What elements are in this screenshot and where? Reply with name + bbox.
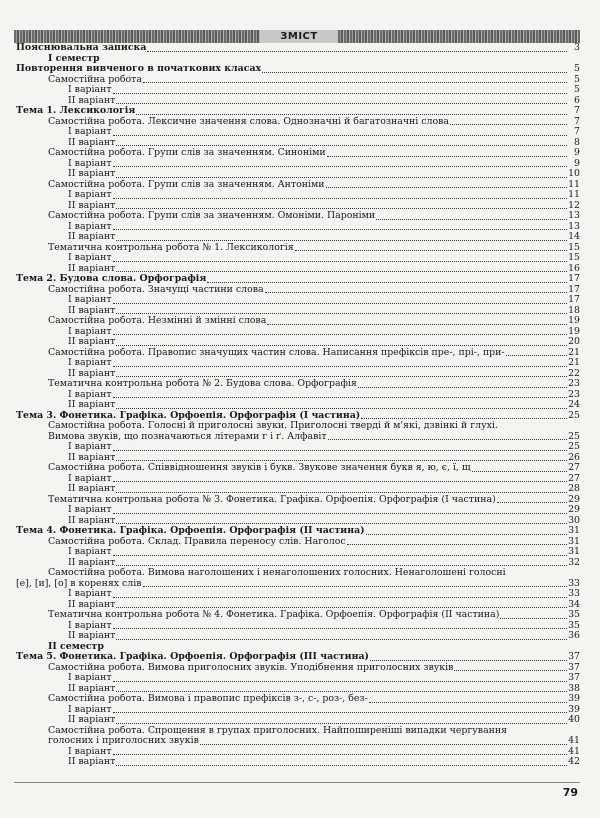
toc-entry-title: голосних і приголосних звуків xyxy=(48,735,199,746)
toc-entry-title: Тема 1. Лексикологія xyxy=(16,105,136,116)
toc-entry-page: 39 xyxy=(568,693,580,704)
toc-entry-page: 31 xyxy=(568,535,580,547)
toc-leader-dots xyxy=(116,312,567,314)
toc-entry-page: 31 xyxy=(568,525,580,536)
toc-entry-page: 37 xyxy=(568,661,580,673)
toc-entry xyxy=(14,85,580,96)
toc-entry-page: 17 xyxy=(568,283,580,295)
toc-leader-dots xyxy=(207,281,567,283)
toc-leader-dots xyxy=(147,50,567,52)
toc-entry-title: Самостійна робота. Групи слів за значенням. Омоніми. Пароніми xyxy=(48,210,376,221)
toc-entry-page: 5 xyxy=(574,84,580,95)
toc-entry-page: 7 xyxy=(574,115,580,127)
toc-entry-title: I семестр xyxy=(48,52,100,64)
toc-entry-page: 28 xyxy=(568,483,580,494)
toc-leader-dots xyxy=(116,764,567,766)
toc-entry xyxy=(14,379,580,390)
toc-leader-dots xyxy=(200,743,567,745)
toc-entry-title: Тематична контрольна робота № 2. Будова слова. Орфографія xyxy=(48,378,357,389)
toc-entry xyxy=(14,757,580,768)
toc-entry-title: II варіант xyxy=(68,598,116,610)
toc-entry-title: Самостійна робота. Вимова приголосних звуків. Уподібнення приголосних звуків xyxy=(48,661,454,673)
toc-entry-page: 35 xyxy=(568,609,580,620)
toc-entry xyxy=(14,631,580,642)
toc-entry xyxy=(14,169,580,180)
toc-entry-title: I варіант xyxy=(68,325,112,337)
toc-entry-page: 35 xyxy=(568,619,580,631)
toc-entry-page: 41 xyxy=(568,745,580,757)
toc-leader-dots xyxy=(116,564,567,566)
toc-leader-dots xyxy=(113,596,567,598)
toc-entry-page: 11 xyxy=(568,178,580,190)
toc-entry-title: Самостійна робота. Лексичне значення слова. Однозначні й багатозначні слова xyxy=(48,115,449,127)
toc-leader-dots xyxy=(116,606,567,608)
toc-entry-page: 31 xyxy=(568,546,580,557)
toc-leader-dots xyxy=(113,396,567,398)
toc-entry-title: Тематична контрольна робота № 1. Лексикологія xyxy=(48,241,294,253)
toc-entry xyxy=(14,127,580,138)
toc-leader-dots xyxy=(143,81,567,83)
toc-leader-dots xyxy=(366,533,567,535)
toc-leader-dots xyxy=(136,113,567,115)
toc-entry-page: 33 xyxy=(568,577,580,589)
toc-entry-title: I варіант xyxy=(68,619,112,631)
toc-leader-dots xyxy=(113,197,567,199)
toc-entry-title: II варіант xyxy=(68,756,116,767)
toc-entry-page: 32 xyxy=(568,556,580,568)
toc-entry xyxy=(14,568,580,579)
toc-entry-title: I варіант xyxy=(68,703,112,715)
toc-entry-page: 7 xyxy=(574,105,580,116)
toc-entry xyxy=(14,274,580,285)
toc-leader-dots xyxy=(265,291,567,293)
toc-entry xyxy=(14,253,580,264)
toc-leader-dots xyxy=(358,386,567,388)
footer-rule xyxy=(14,782,580,783)
toc-entry-page: 29 xyxy=(568,493,580,505)
toc-entry-title: II варіант xyxy=(68,630,116,641)
toc-entry-page: 17 xyxy=(568,294,580,305)
toc-entry-page: 25 xyxy=(568,409,580,421)
toc-entry xyxy=(14,673,580,684)
toc-leader-dots xyxy=(113,512,567,514)
toc-entry xyxy=(14,211,580,222)
toc-entry-title: Тематична контрольна робота № 3. Фонетика. Графіка. Орфоепія. Орфографія (I частина) xyxy=(48,493,496,505)
toc-entry-title: II варіант xyxy=(68,714,116,725)
toc-entry-title: I варіант xyxy=(68,294,112,305)
toc-entry-page: 25 xyxy=(568,430,580,442)
toc-entry-page: 11 xyxy=(568,189,580,200)
toc-entry-page: 40 xyxy=(568,714,580,725)
toc-leader-dots xyxy=(454,669,567,671)
toc-entry-title: I варіант xyxy=(68,357,112,368)
toc-entry-page: 41 xyxy=(568,735,580,746)
toc-entry xyxy=(14,400,580,411)
toc-leader-dots xyxy=(113,228,567,230)
toc-entry-title: Тематична контрольна робота № 4. Фонетика. Графіка. Орфоепія. Орфографія (II частина) xyxy=(48,609,500,620)
toc-entry xyxy=(14,526,580,537)
toc-entry-title: I варіант xyxy=(68,504,112,515)
toc-entry-title: I варіант xyxy=(68,220,112,232)
toc-entry-title: Тема 2. Будова слова. Орфографія xyxy=(16,273,207,284)
toc-leader-dots xyxy=(497,501,567,503)
toc-leader-dots xyxy=(113,480,567,482)
toc-entry xyxy=(14,547,580,558)
toc-leader-dots xyxy=(327,155,567,157)
toc-entry-title: I варіант xyxy=(68,126,112,137)
toc-entry-title: II варіант xyxy=(68,514,116,526)
toc-entry-page: 3 xyxy=(574,42,580,53)
toc-entry-title: Самостійна робота. Співвідношення звуків і букв. Звукове значення букв я, ю, є, ї, щ xyxy=(48,462,471,473)
toc-entry-title: II варіант xyxy=(68,136,116,148)
toc-entry xyxy=(14,421,580,432)
toc-leader-dots xyxy=(113,333,567,335)
toc-entry-page: 34 xyxy=(568,598,580,610)
toc-entry-page: 5 xyxy=(574,63,580,74)
toc-entry xyxy=(14,652,580,663)
toc-leader-dots xyxy=(116,207,567,209)
toc-leader-dots xyxy=(113,134,567,136)
toc-entry-title: II варіант xyxy=(68,367,116,379)
toc-entry xyxy=(14,232,580,243)
toc-entry-page: 23 xyxy=(568,388,580,400)
toc-leader-dots xyxy=(116,270,567,272)
toc-entry-page: 33 xyxy=(568,588,580,599)
toc-entry-title: Самостійна робота. Правопис значущих частин слова. Написання префіксів пре-, прі-, при- xyxy=(48,346,505,358)
toc-entry-title: II варіант xyxy=(68,556,116,568)
toc-entry-page: 14 xyxy=(568,231,580,242)
toc-entry-page: 26 xyxy=(568,451,580,463)
toc-entry xyxy=(14,715,580,726)
toc-entry-title: I варіант xyxy=(68,84,112,95)
toc-entry xyxy=(14,442,580,453)
toc-leader-dots xyxy=(450,123,567,125)
toc-leader-dots xyxy=(116,522,567,524)
toc-leader-dots xyxy=(267,323,567,325)
toc-entry-title: II варіант xyxy=(68,336,116,347)
toc-entry-page: 23 xyxy=(568,378,580,389)
toc-leader-dots xyxy=(113,753,567,755)
toc-entry-title: I варіант xyxy=(68,189,112,200)
toc-entry xyxy=(14,295,580,306)
toc-entry-title: II варіант xyxy=(68,199,116,211)
toc-entry xyxy=(14,505,580,516)
toc-entry-page: 5 xyxy=(574,73,580,85)
page-title: ЗМІСТ xyxy=(260,30,338,43)
toc-entry-page: 27 xyxy=(568,462,580,473)
toc-leader-dots xyxy=(116,239,567,241)
toc-entry xyxy=(14,64,580,75)
toc-entry-page: 7 xyxy=(574,126,580,137)
toc-leader-dots xyxy=(472,470,567,472)
toc-entry-title: Самостійна робота. Групи слів за значенням. Антоніми xyxy=(48,178,325,190)
toc-entry xyxy=(14,694,580,705)
toc-leader-dots xyxy=(113,449,567,451)
toc-leader-dots xyxy=(116,722,567,724)
toc-leader-dots xyxy=(506,354,567,356)
toc-entry xyxy=(14,736,580,747)
toc-leader-dots xyxy=(376,218,567,220)
toc-leader-dots xyxy=(116,144,567,146)
toc-entry-page: 19 xyxy=(568,315,580,326)
toc-entry-title: II варіант xyxy=(68,451,116,463)
toc-entry-page: 15 xyxy=(568,252,580,263)
toc-leader-dots xyxy=(113,365,567,367)
toc-entry-page: 27 xyxy=(568,472,580,484)
toc-entry-page: 9 xyxy=(574,157,580,169)
toc-entry-page: 13 xyxy=(568,220,580,232)
toc-leader-dots xyxy=(113,680,567,682)
toc-entry-page: 9 xyxy=(574,147,580,158)
toc-entry-title: Самостійна робота. Групи слів за значенням. Синоніми xyxy=(48,147,326,158)
toc-entry-title: Самостійна робота xyxy=(48,73,142,85)
toc-leader-dots xyxy=(370,659,567,661)
toc-entry-page: 17 xyxy=(568,273,580,284)
toc-leader-dots xyxy=(500,617,567,619)
toc-entry xyxy=(14,148,580,159)
toc-entry-title: I варіант xyxy=(68,588,112,599)
toc-leader-dots xyxy=(113,627,567,629)
toc-leader-dots xyxy=(369,701,567,703)
toc-entry-page: 18 xyxy=(568,304,580,316)
toc-leader-dots xyxy=(113,260,567,262)
toc-leader-dots xyxy=(113,165,567,167)
toc-entry-page: 12 xyxy=(568,199,580,211)
toc-entry-title: Вимова звуків, що позначаються літерами г і ґ. Алфавіт xyxy=(48,430,327,442)
toc-entry-title: Самостійна робота. Вимова і правопис префіксів з-, с-, роз-, без- xyxy=(48,693,368,704)
toc-entry-title: Самостійна робота. Склад. Правила переносу слів. Наголос xyxy=(48,535,346,547)
toc-entry-title: Пояснювальна записка xyxy=(16,42,147,53)
toc-entry-title: I варіант xyxy=(68,472,112,484)
toc-entry-title: Самостійна робота. Вимова наголошених і ненаголошених голосних. Ненаголошені голосні xyxy=(48,567,506,578)
toc-entry xyxy=(14,337,580,348)
toc-entry-title: I варіант xyxy=(68,441,112,452)
toc-entry-title: II варіант xyxy=(68,168,116,179)
toc-entry-page: 30 xyxy=(568,514,580,526)
toc-entry-title: Тема 3. Фонетика. Графіка. Орфоепія. Орфографія (I частина) xyxy=(16,409,361,421)
toc-leader-dots xyxy=(113,554,567,556)
toc-leader-dots xyxy=(116,459,567,461)
toc-entry-title: Самостійна робота. Спрощення в групах приголосних. Найпоширеніші випадки чергування xyxy=(48,724,508,736)
toc-leader-dots xyxy=(361,417,567,419)
toc-leader-dots xyxy=(116,638,567,640)
toc-entry-title: II варіант xyxy=(68,262,116,274)
toc-entry xyxy=(14,190,580,201)
toc-leader-dots xyxy=(347,543,567,545)
toc-entry xyxy=(14,43,580,54)
toc-entry-title: [е], [и], [о] в коренях слів xyxy=(16,577,142,589)
toc-leader-dots xyxy=(116,375,567,377)
toc-entry-title: Повторення вивченого в початкових класах xyxy=(16,63,262,74)
toc-entry xyxy=(14,484,580,495)
toc-entry-title: I варіант xyxy=(68,388,112,400)
toc-entry-page: 10 xyxy=(568,168,580,179)
toc-entry-title: II варіант xyxy=(68,231,116,242)
toc-entry-page: 36 xyxy=(568,630,580,641)
toc-entry-page: 22 xyxy=(568,367,580,379)
toc-leader-dots xyxy=(143,585,567,587)
toc-entry-title: Тема 4. Фонетика. Графіка. Орфоепія. Орфографія (II частина) xyxy=(16,525,365,536)
toc-entry-title: II варіант xyxy=(68,399,116,410)
toc-leader-dots xyxy=(116,176,567,178)
toc-leader-dots xyxy=(113,302,567,304)
toc-entry-title: II варіант xyxy=(68,483,116,494)
toc-entry-page: 37 xyxy=(568,651,580,662)
toc-entry-title: I варіант xyxy=(68,745,112,757)
toc-entry-page: 42 xyxy=(568,756,580,767)
toc-entry-page: 15 xyxy=(568,241,580,253)
toc-entry-page: 38 xyxy=(568,682,580,694)
toc-leader-dots xyxy=(262,71,567,73)
toc-leader-dots xyxy=(116,102,567,104)
toc-entry-title: I варіант xyxy=(68,672,112,683)
toc-leader-dots xyxy=(326,186,567,188)
toc-entry xyxy=(14,106,580,117)
toc-entry xyxy=(14,589,580,600)
toc-entry xyxy=(14,316,580,327)
toc-entry xyxy=(14,358,580,369)
toc-entry-page: 39 xyxy=(568,703,580,715)
toc-leader-dots xyxy=(295,249,567,251)
toc-entry-title: II варіант xyxy=(68,304,116,316)
toc-leader-dots xyxy=(116,491,567,493)
toc-entry xyxy=(14,463,580,474)
toc-entry-title: Самостійна робота. Значущі частини слова xyxy=(48,283,264,295)
toc-entry-title: II варіант xyxy=(68,682,116,694)
toc-entry-title: II варіант xyxy=(68,94,116,106)
toc-entry-page: 13 xyxy=(568,210,580,221)
toc-entry-title: Самостійна робота. Незмінні й змінні слова xyxy=(48,315,267,326)
toc-entry-page: 16 xyxy=(568,262,580,274)
table-of-contents xyxy=(14,43,580,768)
toc-leader-dots xyxy=(116,344,567,346)
toc-leader-dots xyxy=(116,407,567,409)
toc-entry-title: I варіант xyxy=(68,546,112,557)
page-number: 79 xyxy=(562,786,578,799)
toc-entry-title: II семестр xyxy=(48,640,104,652)
toc-entry-page: 37 xyxy=(568,672,580,683)
toc-entry-page: 19 xyxy=(568,325,580,337)
toc-entry-title: Тема 5. Фонетика. Графіка. Орфоепія. Орфографія (III частина) xyxy=(16,651,369,662)
toc-entry-page: 21 xyxy=(568,346,580,358)
toc-entry-page: 20 xyxy=(568,336,580,347)
toc-leader-dots xyxy=(116,690,567,692)
toc-leader-dots xyxy=(328,438,567,440)
toc-entry-page: 24 xyxy=(568,399,580,410)
toc-entry-title: I варіант xyxy=(68,157,112,169)
toc-leader-dots xyxy=(113,92,567,94)
toc-leader-dots xyxy=(113,711,567,713)
toc-entry-page: 8 xyxy=(574,136,580,148)
toc-entry-page: 6 xyxy=(574,94,580,106)
toc-entry-page: 29 xyxy=(568,504,580,515)
toc-entry xyxy=(14,610,580,621)
toc-entry-title: I варіант xyxy=(68,252,112,263)
toc-entry-page: 21 xyxy=(568,357,580,368)
toc-entry-title: Самостійна робота. Голосні й приголосні звуки. Приголосні тверді й м'які, дзвінкі й глухі. xyxy=(48,420,498,431)
toc-entry-page: 25 xyxy=(568,441,580,452)
